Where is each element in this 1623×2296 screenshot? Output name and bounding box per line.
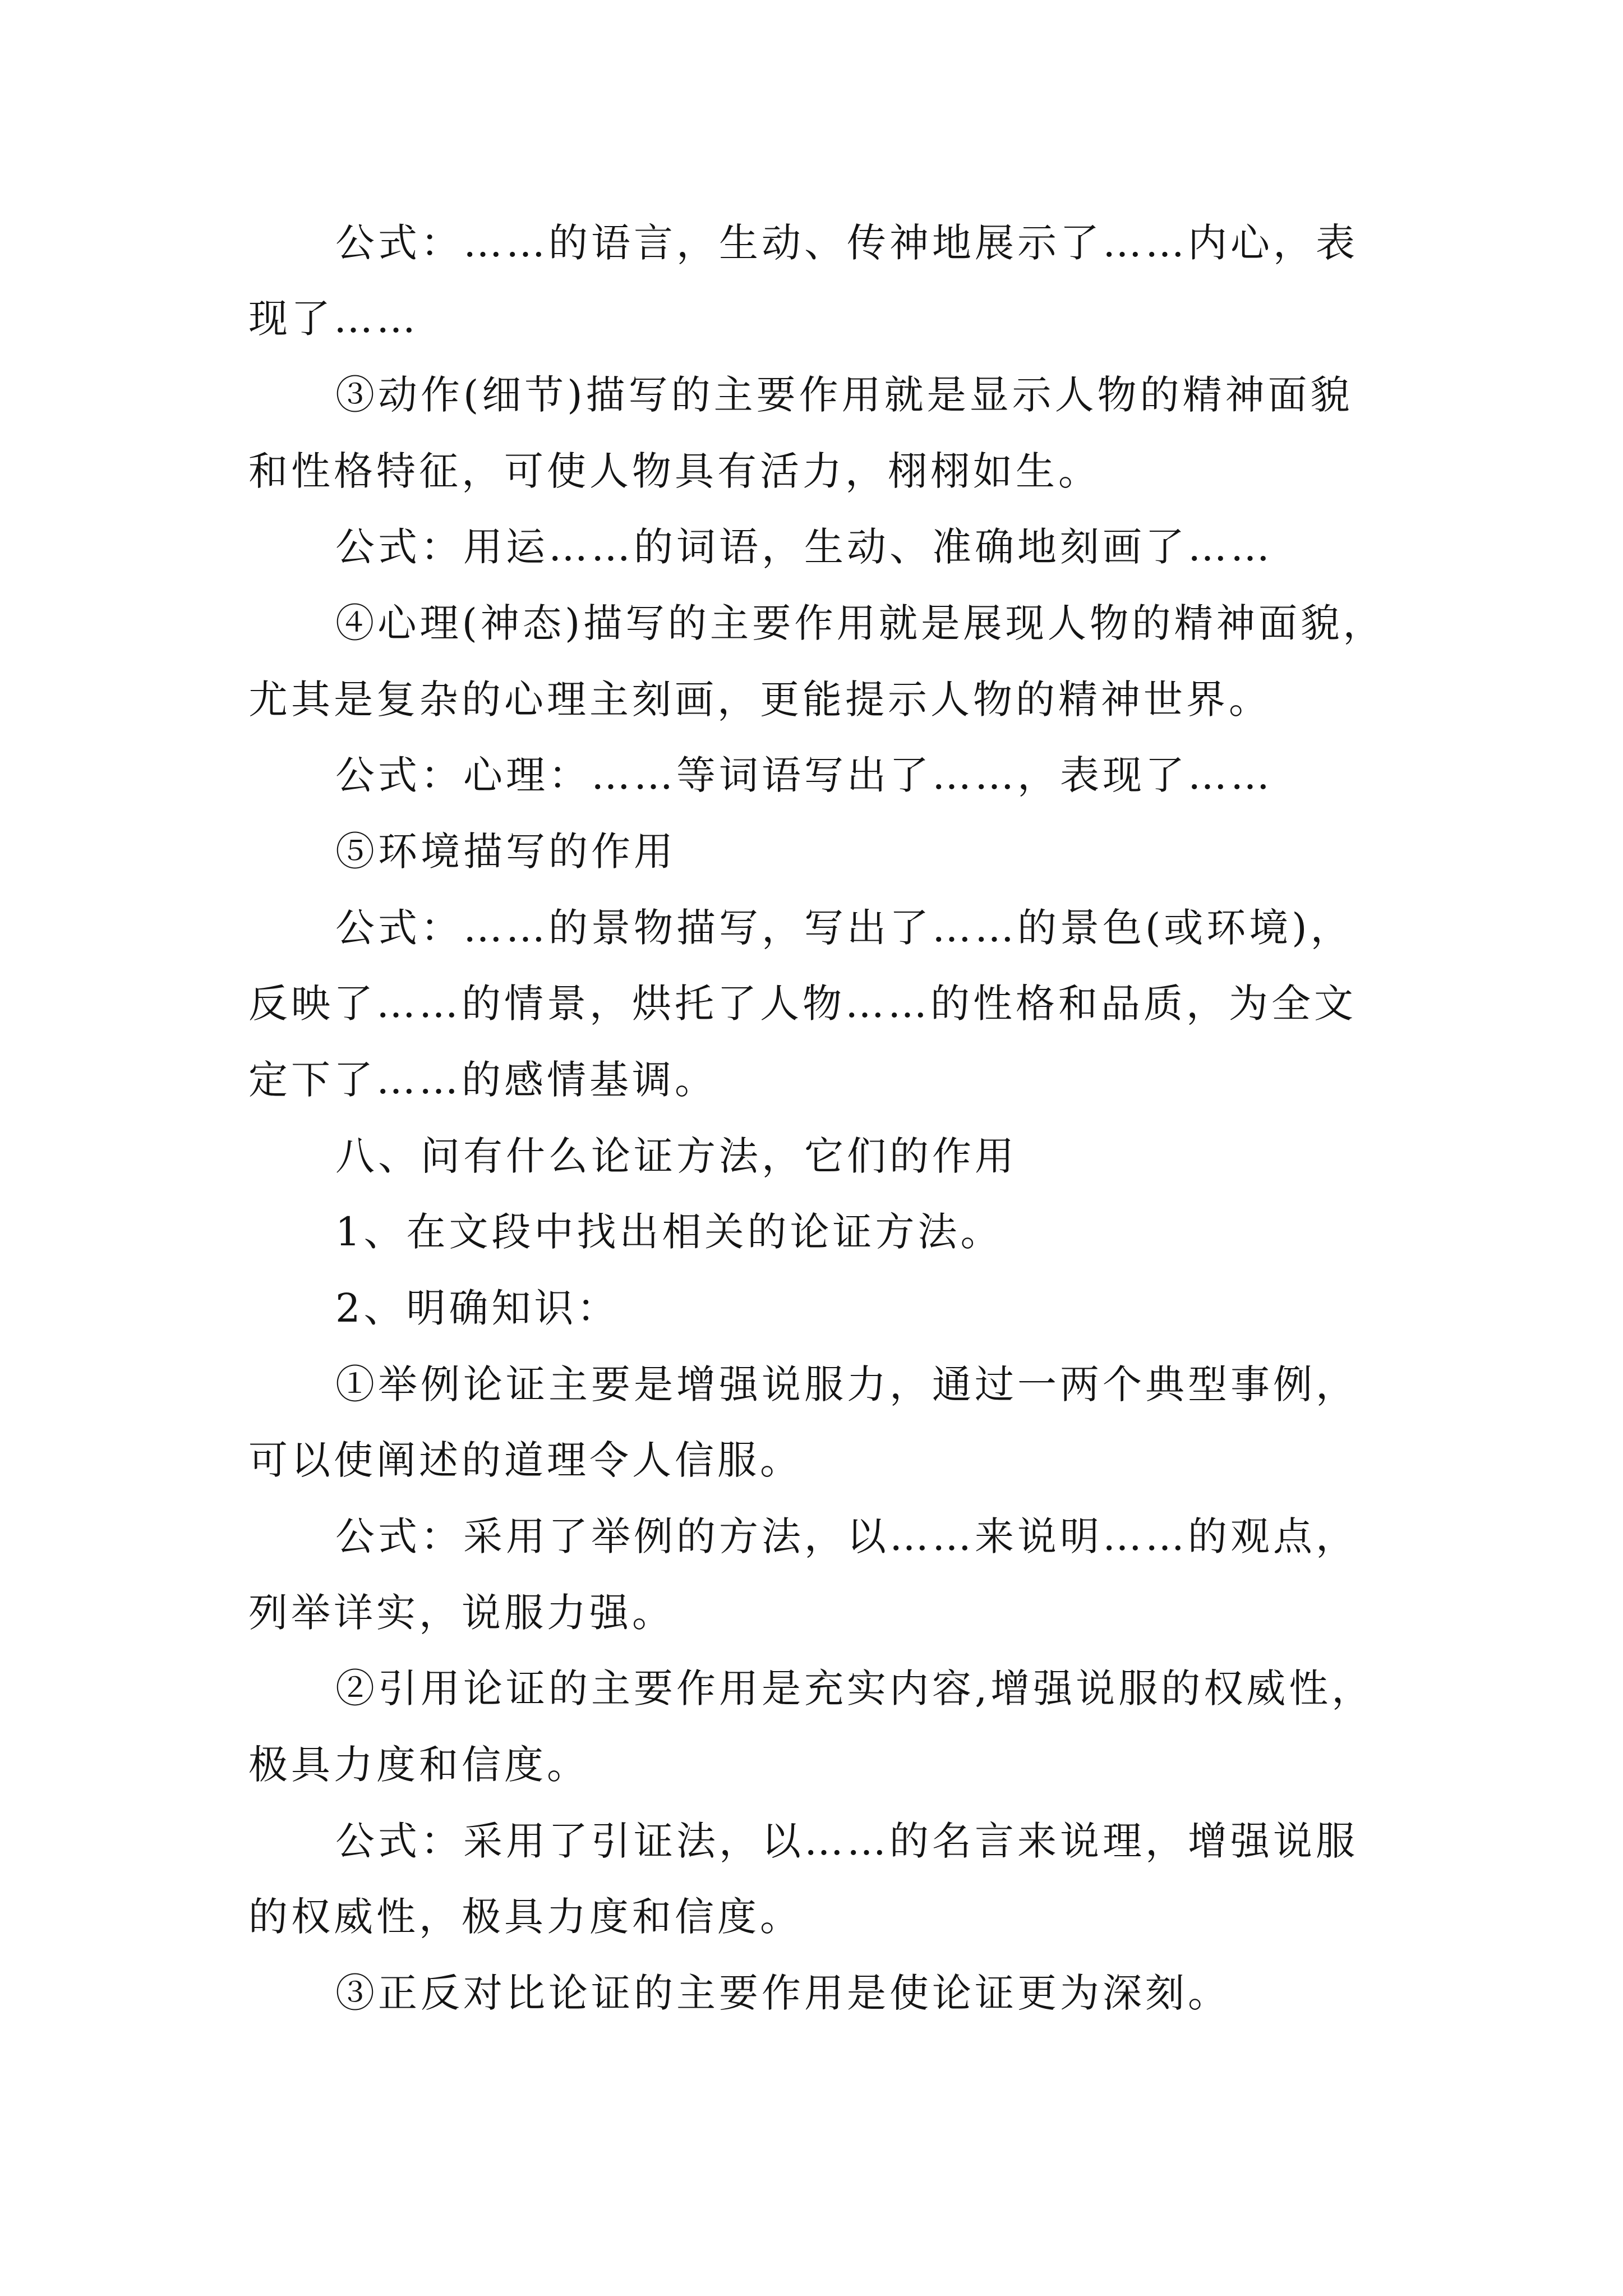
text-line-20: ②引用论证的主要作用是充实内容,增强说服的权威性， xyxy=(335,1665,1375,1711)
text-line-11: 反映了……的情景，烘托了人物……的性格和品质，为全文 xyxy=(248,981,1357,1027)
text-line-17: 可以使阐述的道理令人信服。 xyxy=(248,1437,803,1483)
text-line-13: 八、问有什么论证方法，它们的作用 xyxy=(335,1133,1017,1179)
text-line-5: 公式：用运……的词语，生动、准确地刻画了…… xyxy=(335,524,1273,570)
text-line-8: 公式：心理：……等词语写出了……，表现了…… xyxy=(335,752,1273,798)
text-line-2: 现了…… xyxy=(248,296,419,342)
text-line-24: ③正反对比论证的主要作用是使论证更为深刻。 xyxy=(335,1970,1230,2016)
text-line-4: 和性格特征，可使人物具有活力，栩栩如生。 xyxy=(248,448,1101,494)
text-line-14: 1、在文段中找出相关的论证方法。 xyxy=(335,1209,1003,1255)
text-line-18: 公式：采用了举例的方法，以……来说明……的观点， xyxy=(335,1513,1358,1559)
text-line-10: 公式：……的景物描写，写出了……的景色(或环境)， xyxy=(335,905,1353,951)
text-line-7: 尤其是复杂的心理主刻画，更能提示人物的精神世界。 xyxy=(248,677,1271,723)
text-line-23: 的权威性，极具力度和信度。 xyxy=(248,1894,803,1940)
text-line-19: 列举详实，说服力强。 xyxy=(248,1590,675,1636)
text-line-6: ④心理(神态)描写的主要作用就是展现人物的精神面貌， xyxy=(335,600,1385,646)
text-line-22: 公式：采用了引证法，以……的名言来说理，增强说服 xyxy=(335,1818,1358,1864)
text-line-16: ①举例论证主要是增强说服力，通过一两个典型事例， xyxy=(335,1361,1358,1407)
text-line-21: 极具力度和信度。 xyxy=(248,1742,589,1788)
text-line-1: 公式：……的语言，生动、传神地展示了……内心，表 xyxy=(335,220,1358,266)
text-line-15: 2、明确知识： xyxy=(335,1285,620,1331)
text-line-12: 定下了……的感情基调。 xyxy=(248,1057,717,1103)
text-line-3: ③动作(细节)描写的主要作用就是显示人物的精神面貌 xyxy=(335,372,1353,418)
text-line-9: ⑤环境描写的作用 xyxy=(335,829,676,875)
